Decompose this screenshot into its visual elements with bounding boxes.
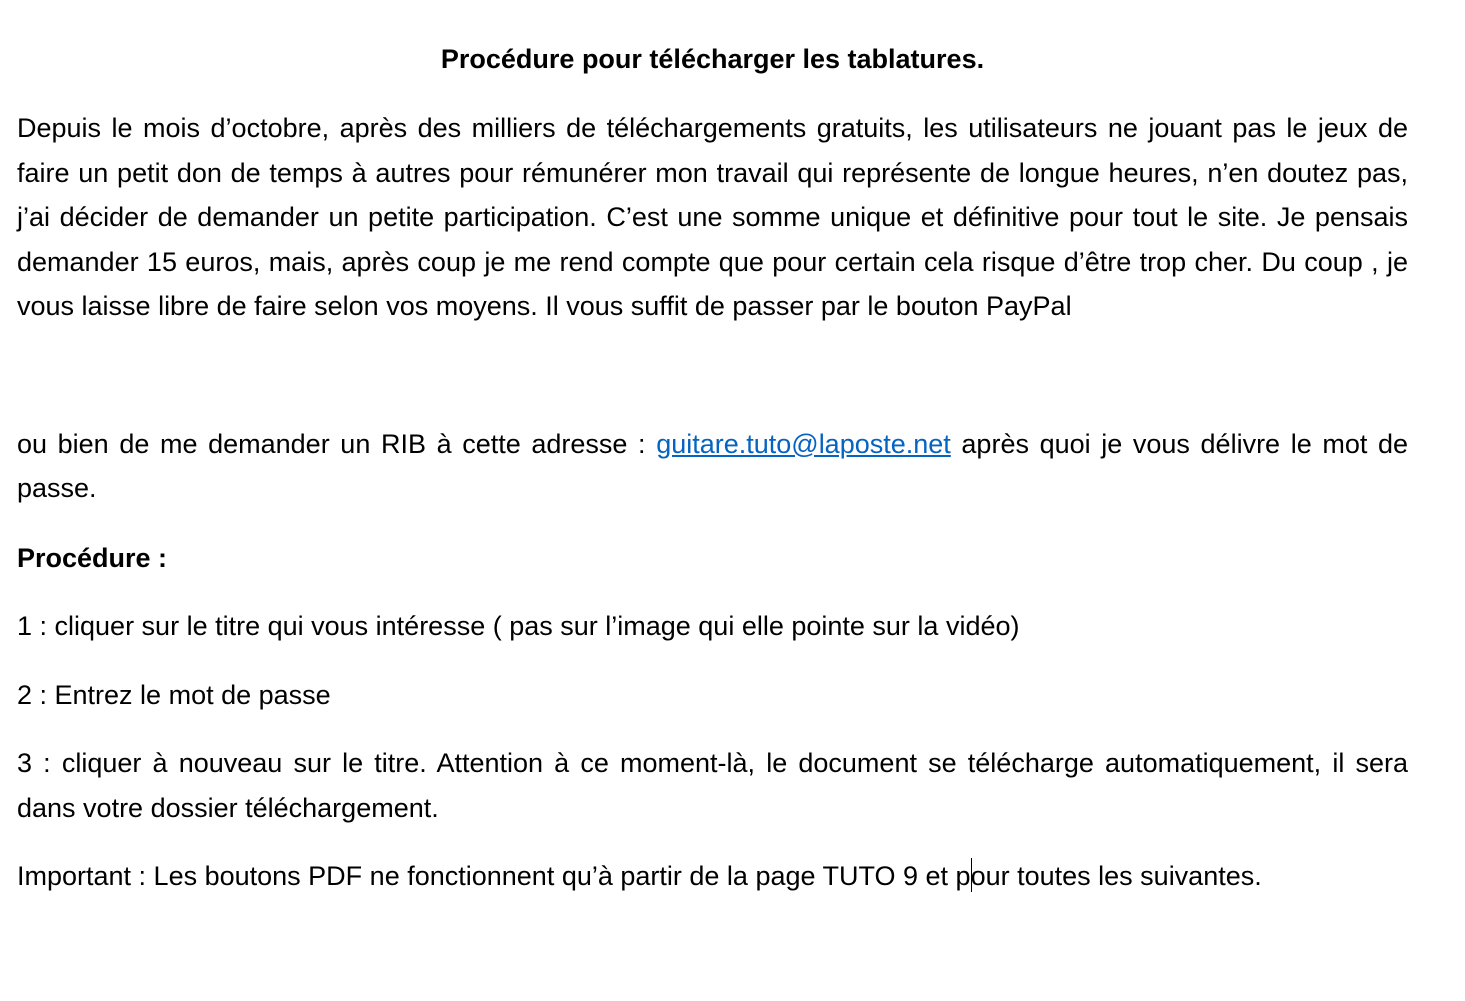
rib-text-after: après quoi je vous délivre le mot de passe. xyxy=(17,428,1408,503)
email-link[interactable]: guitare.tuto@laposte.net xyxy=(656,428,951,459)
step-2: 2 : Entrez le mot de passe xyxy=(17,679,331,710)
step-1: 1 : cliquer sur le titre qui vous intéresse ( pas sur l’image qui elle pointe sur la vidéo) xyxy=(17,611,1020,641)
important-text-after: our toutes les suivantes. xyxy=(970,861,1262,891)
rib-text-before: ou bien de me demander un RIB à cette adresse : xyxy=(17,428,657,459)
document-title: Procédure pour télécharger les tablatures. xyxy=(440,44,985,74)
intro-paragraph: Depuis le mois d’octobre, après des milliers de téléchargements gratuits, les utilisateurs ne jouant pas le jeux de faire un petit don de temps à autres pour rémunérer mon travail qui représente de longue heures, n’en doutez pas, j’ai décider de demander un petite participation. C’est une somme unique et définitive pour tout le site. Je pensais demander 15 euros, mais, après coup je me rend compte que pour certain cela risque d’être trop cher. Du coup , je vous laisse libre de faire selon vos moyens. Il vous suffit de passer par le bouton PayPal xyxy=(17,113,1408,321)
document-page xyxy=(17,0,1408,899)
important-paragraph xyxy=(17,854,1408,899)
step-3: 3 : cliquer à nouveau sur le titre. Attention à ce moment-là, le document se télécharge automatiquement, il sera dans votre dossier téléchargement. xyxy=(17,748,1408,823)
procedure-heading: Procédure : xyxy=(17,542,168,573)
important-text-before: Important : Les boutons PDF ne fonctionnent qu’à partir de la page TUTO 9 et p xyxy=(17,861,971,891)
rib-paragraph xyxy=(17,422,1408,511)
